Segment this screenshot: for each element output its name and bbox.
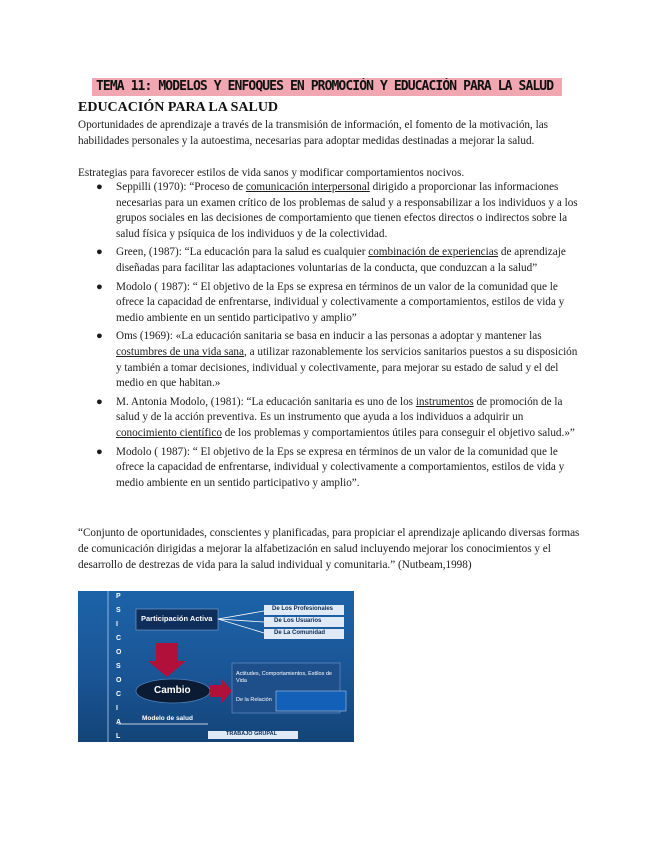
- bullet-icon: ●: [96, 280, 103, 293]
- definitions-list: [92, 180, 580, 491]
- relation-label: De la Relación: [236, 697, 272, 703]
- arrow-line: [218, 619, 264, 633]
- vertical-letter: O: [116, 649, 122, 656]
- intro-paragraph: Oportunidades de aprendizaje a través de la transmisión de información, el fomento de la motivación, las habilidades personales y la autoestima, necesarias para adoptar medidas destinadas a mejorar la salud.: [78, 119, 549, 147]
- list-item: ● Oms (1969): «La educación sanitaria se basa en inducir a las personas a adoptar y mantener las costumbres de una vida sana, a utilizar razonablemente los servicios sanitarios puestos a su disposición y también a tomar decisiones, individual y colectivamente, para mejorar su estado de salud y el del medio en que habitan.»: [96, 330, 578, 390]
- bullet-icon: ●: [96, 445, 103, 458]
- right-box-label: De Los Usuarios: [274, 618, 322, 624]
- vertical-letter: A: [116, 719, 122, 726]
- trabajo-label: TRABAJO GRUPAL: [226, 731, 277, 737]
- right-box-label: De La Comunidad: [274, 630, 326, 636]
- relation-box: [276, 691, 346, 711]
- list-item: ● M. Antonia Modolo, (1981): “La educación sanitaria es uno de los instrumentos de promoción de la salud y de la acción preventiva. Es un instrumento que ayuda a los individuos a adquirir un conocimiento científico de los problemas y comportamientos útiles para conseguir el objetivo salud.»”: [96, 395, 575, 439]
- down-arrow-icon: [148, 643, 186, 677]
- arrow-line: [218, 611, 264, 619]
- bullet-icon: ●: [96, 330, 103, 343]
- psychosocial-diagram: [78, 591, 354, 742]
- vertical-letter: P: [116, 593, 121, 600]
- vertical-letter: O: [116, 677, 122, 684]
- bullet-icon: ●: [96, 395, 103, 408]
- page-title: TEMA 11: MODELOS Y ENFOQUES EN PROMOCIÓN Y EDUCACIÓN PARA LA SALUD: [96, 79, 554, 94]
- arrow-line: [218, 619, 264, 622]
- vertical-letter: C: [116, 691, 122, 698]
- vertical-letter: L: [116, 733, 121, 740]
- list-item: ● Seppilli (1970): “Proceso de comunicación interpersonal dirigido a proporcionar las informaciones necesarias para un examen crítico de los problemas de salud y a responsabilizar a los individuos y a los grupos sociales en las decisiones de comportamiento que tienen efectos directos o indirectos sobre la salud física y psíquica de los individuos y de la colectividad.: [96, 181, 578, 240]
- vertical-letter: S: [116, 663, 121, 670]
- vertical-letter: I: [116, 621, 118, 628]
- list-item: ● Green, (1987): “La educación para la salud es cualquier combinación de experiencias de aprendizaje diseñadas para facilitar las adaptaciones voluntarias de la conducta, que conduzcan a la salud”: [96, 246, 566, 274]
- center-text: Actitudes, Comportamientos, Estilos de Vida: [236, 671, 332, 684]
- vertical-letter: I: [116, 705, 118, 712]
- section-heading: EDUCACIÓN PARA LA SALUD: [78, 100, 279, 115]
- strategies-paragraph: Estrategias para favorecer estilos de vida sanos y modificar comportamientos nocivos.: [78, 167, 465, 179]
- list-item: ● Modolo ( 1987): “ El objetivo de la Eps se expresa en términos de un valor de la comunidad que le ofrece la capacidad de enfrentarse, individual y colectivamente a comportamientos, estilos de vida y medio ambiente en un sentido participativo y amplio”: [96, 280, 565, 324]
- right-box-label: De Los Profesionales: [272, 606, 334, 612]
- vertical-letter: C: [116, 635, 122, 642]
- bullet-icon: ●: [96, 181, 103, 193]
- right-arrow-icon: [210, 679, 232, 703]
- bullet-icon: ●: [96, 246, 103, 259]
- vertical-letter: S: [116, 607, 121, 614]
- cambio-label: Cambio: [154, 685, 191, 696]
- participacion-label: Participación Activa: [141, 614, 213, 623]
- list-item: ● Modolo ( 1987): “ El objetivo de la Eps se expresa en términos de un valor de la comunidad que le ofrece la capacidad de enfrentarse, individual y colectivamente a comportamientos, estilos de vida y medio ambiente en un sentido participativo y amplio”.: [96, 445, 565, 489]
- closing-quote: “Conjunto de oportunidades, conscientes y planificadas, para propiciar el aprendizaje aplicando diversas formas de comunicación dirigidas a mejorar la alfabetización en salud incluyendo mejorar los conocimientos y el desarrollo de destrezas de vida para la salud individual y comunitaria.” (Nutbeam,1998): [78, 527, 580, 571]
- modelo-label: Modelo de salud: [142, 715, 193, 722]
